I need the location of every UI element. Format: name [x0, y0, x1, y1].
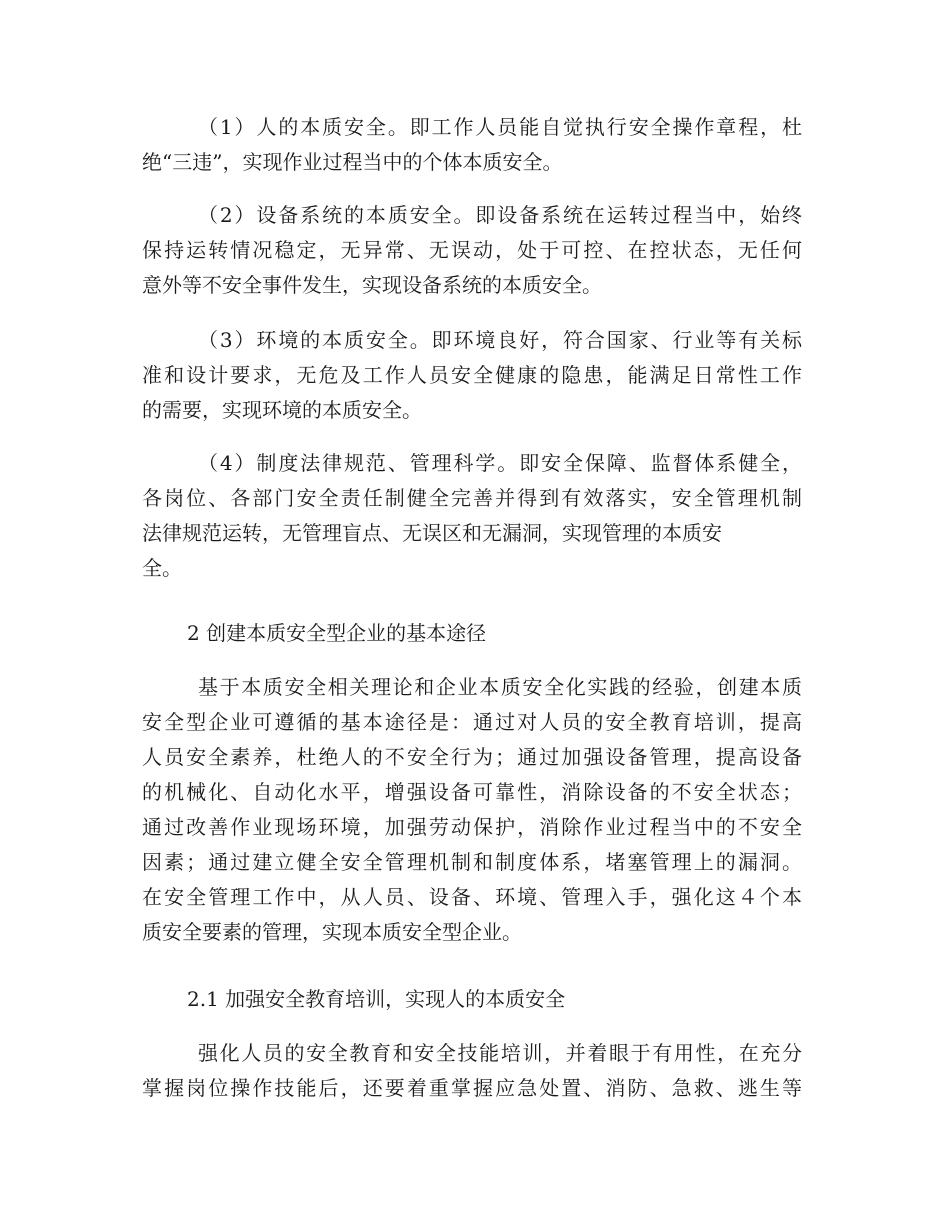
text-line: 掌握岗位操作技能后，还要着重掌握应急处置、消防、急救、逃生等: [142, 1076, 802, 1100]
paragraph-equipment-safety: [142, 198, 802, 303]
text-line: （4）制度法律规范、管理科学。即安全保障、监督体系健全，: [198, 451, 802, 475]
text-line: 法律规范运转，无管理盲点、无误区和无漏洞，实现管理的本质安: [142, 521, 722, 545]
text-line: 因素；通过建立健全安全管理机制和制度体系，堵塞管理上的漏洞。: [142, 850, 802, 874]
section-heading: 2 创建本质安全型企业的基本途径: [187, 621, 487, 645]
text-line: 通过改善作业现场环境，加强劳动保护，消除作业过程当中的不安全: [142, 815, 802, 839]
text-line: 绝“三违”，实现作业过程当中的个体本质安全。: [142, 150, 563, 174]
text-line: 的需要，实现环境的本质安全。: [142, 398, 422, 422]
text-line: 在安全管理工作中，从人员、设备、环境、管理入手，强化这４个本: [142, 885, 802, 909]
paragraph-management-safety: [142, 446, 802, 586]
paragraph-basic-approach: [142, 670, 802, 950]
text-line: 人员安全素养，杜绝人的不安全行为；通过加强设备管理，提高设备: [142, 745, 802, 769]
text-line: 各岗位、各部门安全责任制健全完善并得到有效落实，安全管理机制: [142, 486, 802, 510]
paragraph-safety-training: [142, 1036, 802, 1106]
paragraph-environment-safety: [142, 323, 802, 428]
text-line: 准和设计要求，无危及工作人员安全健康的隐患，能满足日常性工作: [142, 363, 802, 387]
text-line: 质安全要素的管理，实现本质安全型企业。: [142, 920, 522, 944]
text-line: 强化人员的安全教育和安全技能培训，并着眼于有用性，在充分: [198, 1041, 802, 1065]
text-line: 的机械化、自动化水平，增强设备可靠性，消除设备的不安全状态；: [142, 780, 802, 804]
text-line: 全。: [142, 556, 182, 580]
text-line: 意外等不安全事件发生，实现设备系统的本质安全。: [142, 273, 602, 297]
text-line: 保持运转情况稳定，无异常、无误动，处于可控、在控状态，无任何: [142, 238, 802, 262]
text-line: （1）人的本质安全。即工作人员能自觉执行安全操作章程，杜: [198, 115, 802, 139]
paragraph-personnel-safety: [142, 110, 802, 180]
text-line: （3）环境的本质安全。即环境良好，符合国家、行业等有关标: [198, 328, 802, 352]
text-line: 安全型企业可遵循的基本途径是：通过对人员的安全教育培训，提高: [142, 710, 802, 734]
subsection-heading: 2.1 加强安全教育培训，实现人的本质安全: [187, 987, 566, 1011]
text-line: （2）设备系统的本质安全。即设备系统在运转过程当中，始终: [198, 203, 802, 227]
text-line: 基于本质安全相关理论和企业本质安全化实践的经验，创建本质: [198, 675, 802, 699]
